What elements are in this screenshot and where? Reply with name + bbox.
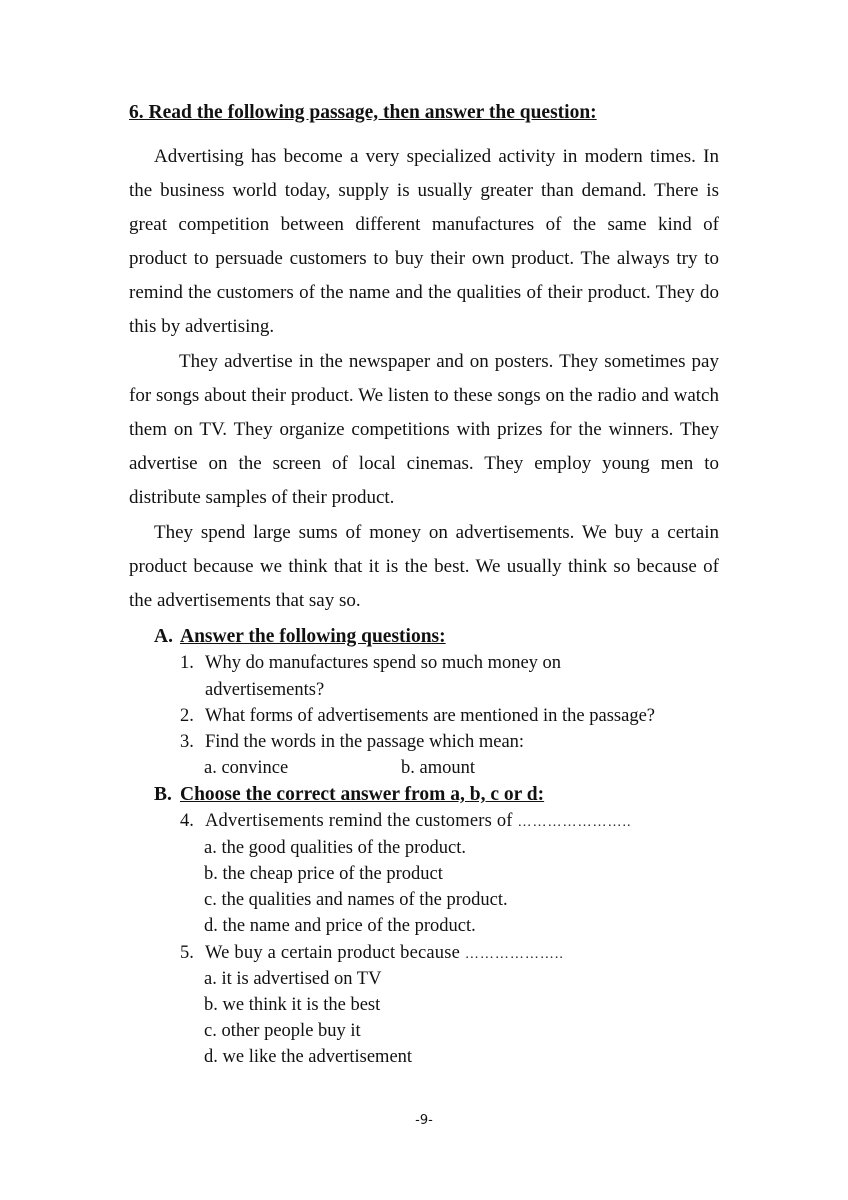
question-5-text: We buy a certain product because (205, 943, 465, 963)
question-4-option-b: b. the cheap price of the product (204, 864, 443, 884)
section-b-heading (154, 784, 544, 806)
question-4-number: 4. (180, 811, 194, 831)
question-4-text: Advertisements remind the customers of (205, 811, 518, 831)
page-number: -9- (415, 1113, 433, 1128)
question-4-blank: ………………….. (517, 815, 632, 830)
question-1-text-line2: advertisements? (205, 680, 325, 700)
question-5-option-d: d. we like the advertisement (204, 1047, 413, 1067)
question-4-option-d: d. the name and price of the product. (204, 916, 476, 936)
exercise-heading: 6. Read the following passage, then answer the question: (129, 102, 597, 123)
question-1-number: 1. (180, 653, 194, 673)
question-3-option-b: b. amount (401, 758, 475, 778)
section-b-title: Choose the correct answer from a, b, c or d: (180, 784, 545, 805)
section-a-letter: A. (154, 626, 173, 647)
question-5-option-a: a. it is advertised on TV (204, 969, 382, 989)
question-2-number: 2. (180, 706, 194, 726)
passage-paragraph-3: They spend large sums of money on advertisements. We buy a certain product because we think that it is the best. We usually think so because of the advertisements that say so. (129, 522, 719, 611)
passage-paragraph-1: Advertising has become a very specialized activity in modern times. In the business world today, supply is usually greater than demand. There is great competition between different manufactures of the same kind of product to persuade customers to buy their own product. The always try to remind the customers of the name and the qualities of their product. They do this by advertising. (129, 146, 719, 337)
question-3-text: Find the words in the passage which mean: (205, 732, 525, 752)
question-5-option-b: b. we think it is the best (204, 995, 381, 1015)
question-4-option-a: a. the good qualities of the product. (204, 838, 467, 858)
reading-passage (129, 140, 719, 618)
question-4-option-c: c. the qualities and names of the product. (204, 890, 508, 910)
question-3-option-a: a. convince (204, 758, 289, 778)
question-5-number: 5. (180, 943, 194, 963)
question-2-text: What forms of advertisements are mentioned in the passage? (205, 706, 656, 726)
question-3-number: 3. (180, 732, 194, 752)
passage-paragraph-2: They advertise in the newspaper and on posters. They sometimes pay for songs about their product. We listen to these songs on the radio and watch them on TV. They organize competitions with prizes for the winners. They advertise on the screen of local cinemas. They employ young men to distribute samples of their product. (129, 351, 719, 508)
section-a-title: Answer the following questions: (180, 626, 446, 647)
section-b-letter: B. (154, 784, 172, 805)
question-5-option-c: c. other people buy it (204, 1021, 361, 1041)
section-a-heading (154, 626, 446, 648)
question-5-blank: ……………….. (464, 947, 564, 962)
question-1-text-line1: Why do manufactures spend so much money on (205, 653, 562, 673)
